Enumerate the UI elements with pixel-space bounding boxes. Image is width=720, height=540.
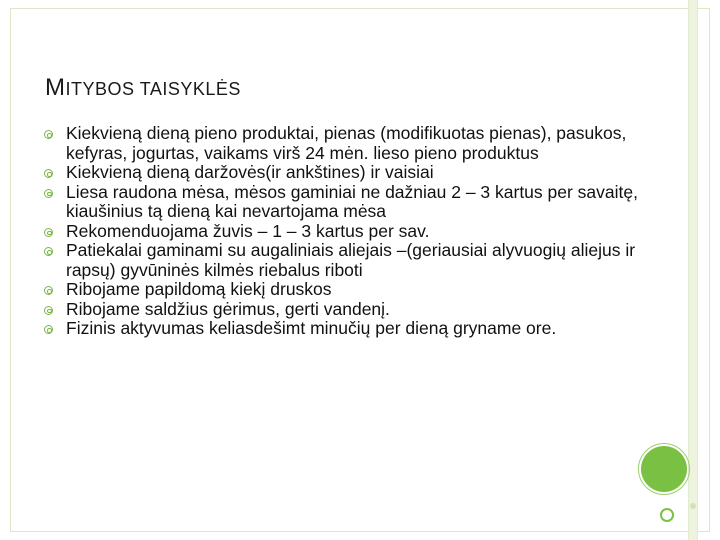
slide-title (45, 74, 241, 102)
bullet-text: Liesa raudona mėsa, mėsos gaminiai ne dažniau 2 – 3 kartus per savaitę, kiaušinius tą dieną kai nevartojama mėsa (66, 181, 638, 221)
circle-bullet-icon (44, 228, 53, 237)
decorative-small-circle (660, 508, 674, 522)
circle-bullet-icon (44, 325, 53, 334)
decorative-green-circle (641, 446, 687, 492)
bullet-list (44, 124, 644, 339)
decorative-dot (690, 503, 696, 509)
list-item (44, 222, 644, 242)
decorative-side-bar (688, 0, 698, 540)
list-item (44, 163, 644, 183)
circle-bullet-icon (44, 169, 53, 178)
list-item (44, 319, 644, 339)
list-item (44, 280, 644, 300)
list-item (44, 300, 644, 320)
title-rest: ITYBOS TAISYKLĖS (65, 79, 241, 99)
circle-bullet-icon (44, 306, 53, 315)
bullet-text: Ribojame saldžius gėrimus, gerti vandenį. (66, 298, 390, 319)
circle-bullet-icon (44, 189, 53, 198)
bullet-text: Rekomenduojama žuvis – 1 – 3 kartus per sav. (66, 220, 430, 241)
bullet-text: Kiekvieną dieną daržovės(ir ankštines) ir vaisiai (66, 162, 434, 182)
bullet-text: Kiekvieną dieną pieno produktai, pienas (modifikuotas pienas), pasukos, kefyras, jogurtas, vaikams virš 24 mėn. lieso pieno produktus (66, 123, 627, 163)
title-initial: M (45, 74, 66, 101)
circle-bullet-icon (44, 130, 53, 139)
list-item (44, 124, 644, 163)
list-item (44, 183, 644, 222)
bullet-text: Patiekalai gaminami su augaliniais aliejais –(geriausiai alyvuogių aliejus ir rapsų) gyvūninės kilmės riebalus riboti (66, 240, 636, 280)
circle-bullet-icon (44, 286, 53, 295)
circle-bullet-icon (44, 247, 53, 256)
list-item (44, 241, 644, 280)
bullet-text: Ribojame papildomą kiekį druskos (66, 279, 332, 299)
bullet-text: Fizinis aktyvumas keliasdešimt minučių per dieną gryname ore. (66, 318, 557, 338)
